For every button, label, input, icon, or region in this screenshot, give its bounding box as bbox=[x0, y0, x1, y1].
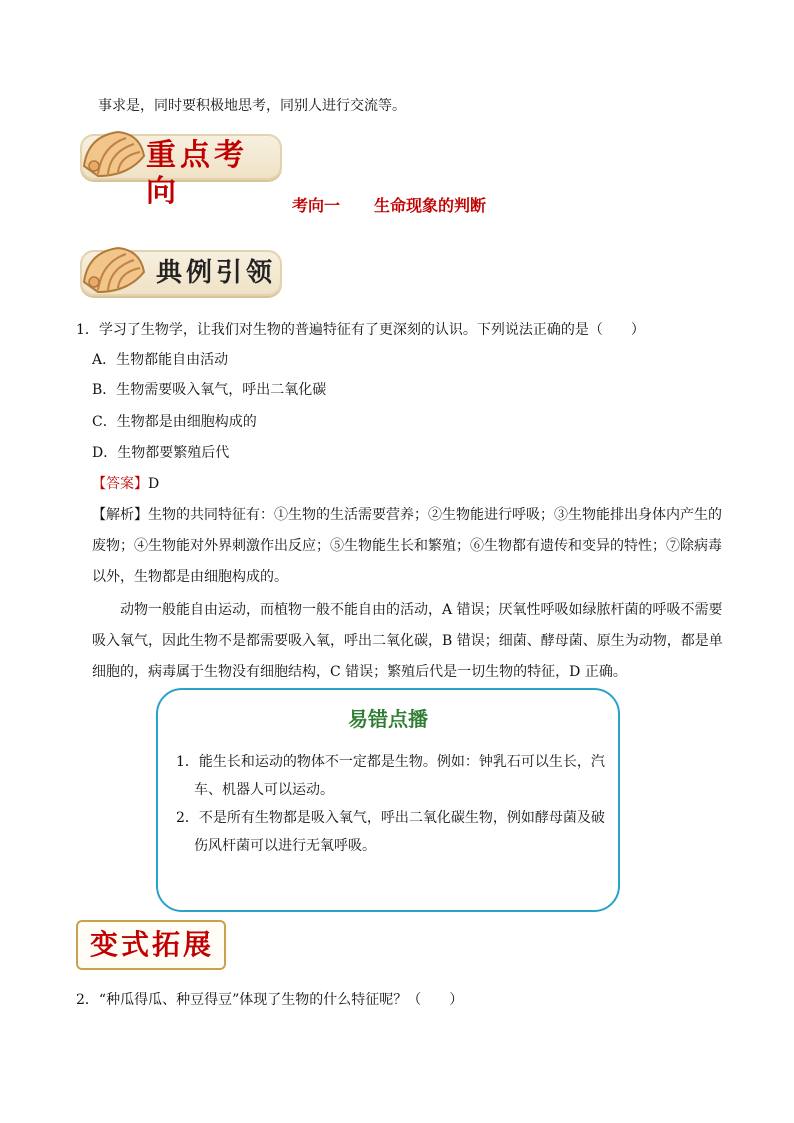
explanation-line-1: 动物一般能自由运动，而植物一般不能自由的活动，A 错误；厌氧性呼吸如绿脓杆菌的呼吸不需要 bbox=[120, 602, 723, 618]
shell-icon bbox=[78, 126, 148, 184]
question1-stem: 1．学习了生物学，让我们对生物的普遍特征有了更深刻的认识。下列说法正确的是（ ） bbox=[76, 322, 645, 338]
answer-value: D bbox=[148, 476, 160, 492]
section-banner-title: 重点考向 bbox=[146, 138, 248, 209]
intro-text-line: 事求是，同时要积极地思考，同别人进行交流等。 bbox=[98, 98, 406, 114]
section-banner bbox=[80, 134, 282, 209]
analysis-line-2: 废物；④生物能对外界刺激作出反应；⑤生物能生长和繁殖；⑥生物都有遗传和变异的特性；⑦除病毒 bbox=[92, 538, 722, 554]
analysis-line-1 bbox=[92, 505, 722, 525]
answer-line bbox=[92, 474, 159, 494]
analysis-tag: 【解析】 bbox=[92, 507, 148, 523]
tip-item-2-line-1: 2．不是所有生物都是吸入氧气，呼出二氧化碳生物，例如酵母菌及破 bbox=[176, 810, 605, 826]
example-banner-title: 典例引领 bbox=[156, 258, 277, 288]
example-banner bbox=[80, 250, 282, 296]
tip-box bbox=[156, 688, 620, 912]
question1-option-c: C．生物都是由细胞构成的 bbox=[92, 414, 257, 430]
topic-label: 考向一 bbox=[292, 196, 341, 215]
tip-item-1-line-2: 车、机器人可以运动。 bbox=[194, 782, 334, 798]
explanation-line-3: 细胞的，病毒属于生物没有细胞结构，C 错误；繁殖后代是一切生物的特征，D 正确。 bbox=[92, 664, 627, 680]
question2-stem: 2．“种瓜得瓜、种豆得豆”体现了生物的什么特征呢？（ ） bbox=[76, 992, 464, 1008]
tip-item-1-line-1: 1．能生长和运动的物体不一定都是生物。例如：钟乳石可以生长，汽 bbox=[176, 754, 605, 770]
explanation-line-2: 吸入氧气，因此生物不是都需要吸入氧，呼出二氧化碳，B 错误；细菌、酵母菌、原生为动物，都是单 bbox=[92, 633, 723, 649]
variant-banner bbox=[76, 920, 226, 970]
question1-option-b: B．生物需要吸入氧气，呼出二氧化碳 bbox=[92, 382, 327, 398]
tip-item-2-line-2: 伤风杆菌可以进行无氧呼吸。 bbox=[194, 838, 376, 854]
analysis-text: 生物的共同特征有：①生物的生活需要营养；②生物能进行呼吸；③生物能排出身体内产生的 bbox=[148, 507, 722, 523]
analysis-line-3: 以外，生物都是由细胞构成的。 bbox=[92, 569, 288, 585]
question1-option-d: D．生物都要繁殖后代 bbox=[92, 445, 230, 461]
shell-icon bbox=[78, 242, 148, 300]
variant-banner-title: 变式拓展 bbox=[90, 928, 215, 961]
answer-tag: 【答案】 bbox=[92, 476, 148, 492]
tip-box-title: 易错点播 bbox=[348, 707, 428, 731]
question1-option-a: A．生物都能自由活动 bbox=[92, 352, 229, 368]
topic-title: 生命现象的判断 bbox=[374, 196, 487, 215]
